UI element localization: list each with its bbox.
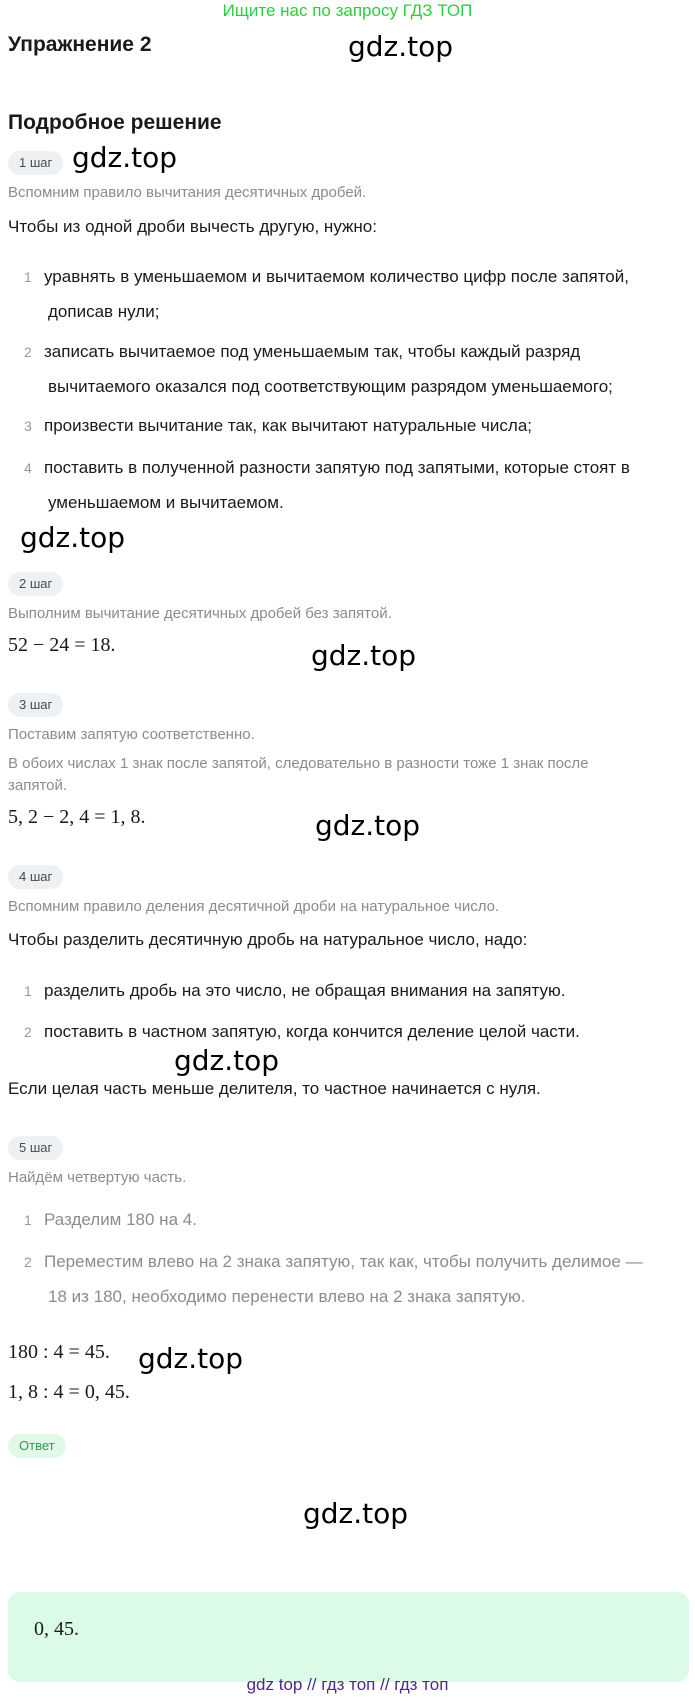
- step-3-note: Поставим запятую соответственно.: [8, 726, 255, 743]
- list-item: Разделим 180 на 4.: [44, 1210, 197, 1229]
- step-4-note: Вспомним правило деления десятичной дроби на натуральное число.: [8, 898, 500, 915]
- section-title: Подробное решение: [8, 111, 222, 134]
- page-title: Упражнение 2: [8, 33, 152, 56]
- step-5-math-2: 1, 8 : 4 = 0, 45.: [8, 1381, 130, 1403]
- list-item: поставить в частном запятую, когда кончится деление целой части.: [44, 1022, 580, 1041]
- watermark: gdz.top: [315, 809, 421, 842]
- step-2-note: Выполним вычитание десятичных дробей без запятой.: [8, 605, 392, 622]
- list-item: уравнять в уменьшаемом и вычитаемом количество цифр после запятой, дописав нули;: [44, 267, 629, 321]
- watermark: gdz.top: [20, 521, 126, 554]
- step-3-explanation: В обоих числах 1 знак после запятой, следовательно в разности тоже 1 знак после запятой.: [8, 755, 589, 794]
- top-banner: Ищите нас по запросу ГДЗ ТОП: [222, 1, 473, 20]
- list-number: 1: [24, 983, 32, 999]
- watermark: gdz.top: [174, 1044, 280, 1077]
- list-item: произвести вычитание так, как вычитают натуральные числа;: [44, 416, 532, 435]
- step-1-badge: 1 шаг: [8, 151, 63, 175]
- answer-box: [8, 1592, 689, 1682]
- step-5-note: Найдём четвертую часть.: [8, 1169, 187, 1186]
- list-item: Переместим влево на 2 знака запятую, так как, чтобы получить делимое — 18 из 180, необходимо перенести влево на 2 знака запятую.: [44, 1252, 643, 1306]
- step-1-note: Вспомним правило вычитания десятичных дробей.: [8, 184, 367, 201]
- list-item: разделить дробь на это число, не обращая внимания на запятую.: [44, 981, 566, 1000]
- watermark: gdz.top: [303, 1497, 409, 1530]
- watermark: gdz.top: [138, 1342, 244, 1375]
- watermark: gdz.top: [72, 141, 178, 174]
- step-4-badge: 4 шаг: [8, 865, 63, 889]
- list-number: 2: [24, 344, 32, 360]
- step-4-after: Если целая часть меньше делителя, то частное начинается с нуля.: [8, 1079, 541, 1098]
- watermark: gdz.top: [311, 639, 417, 672]
- list-item: записать вычитаемое под уменьшаемым так, чтобы каждый разряд вычитаемого оказался под соответствующим разрядом уменьшаемого;: [44, 342, 613, 396]
- list-item: поставить в полученной разности запятую под запятыми, которые стоят в уменьшаемом и вычитаемом.: [44, 458, 630, 512]
- step-2-math: 52 − 24 = 18.: [8, 634, 116, 656]
- watermark: gdz.top: [348, 30, 454, 63]
- list-number: 1: [24, 1212, 32, 1228]
- step-3-badge: 3 шаг: [8, 693, 63, 717]
- step-2-badge: 2 шаг: [8, 572, 63, 596]
- step-5-badge: 5 шаг: [8, 1136, 63, 1160]
- answer-value: 0, 45.: [34, 1618, 79, 1640]
- step-5-math-1: 180 : 4 = 45.: [8, 1341, 110, 1363]
- footer-links[interactable]: gdz top // гдз топ // гдз топ: [246, 1675, 449, 1694]
- step-4-intro: Чтобы разделить десятичную дробь на натуральное число, надо:: [8, 930, 528, 949]
- list-number: 4: [24, 460, 32, 476]
- list-number: 2: [24, 1024, 32, 1040]
- answer-badge: Ответ: [8, 1434, 66, 1458]
- step-1-intro: Чтобы из одной дроби вычесть другую, нужно:: [8, 217, 377, 236]
- list-number: 3: [24, 418, 32, 434]
- step-3-math: 5, 2 − 2, 4 = 1, 8.: [8, 806, 146, 828]
- list-number: 2: [24, 1254, 32, 1270]
- list-number: 1: [24, 269, 32, 285]
